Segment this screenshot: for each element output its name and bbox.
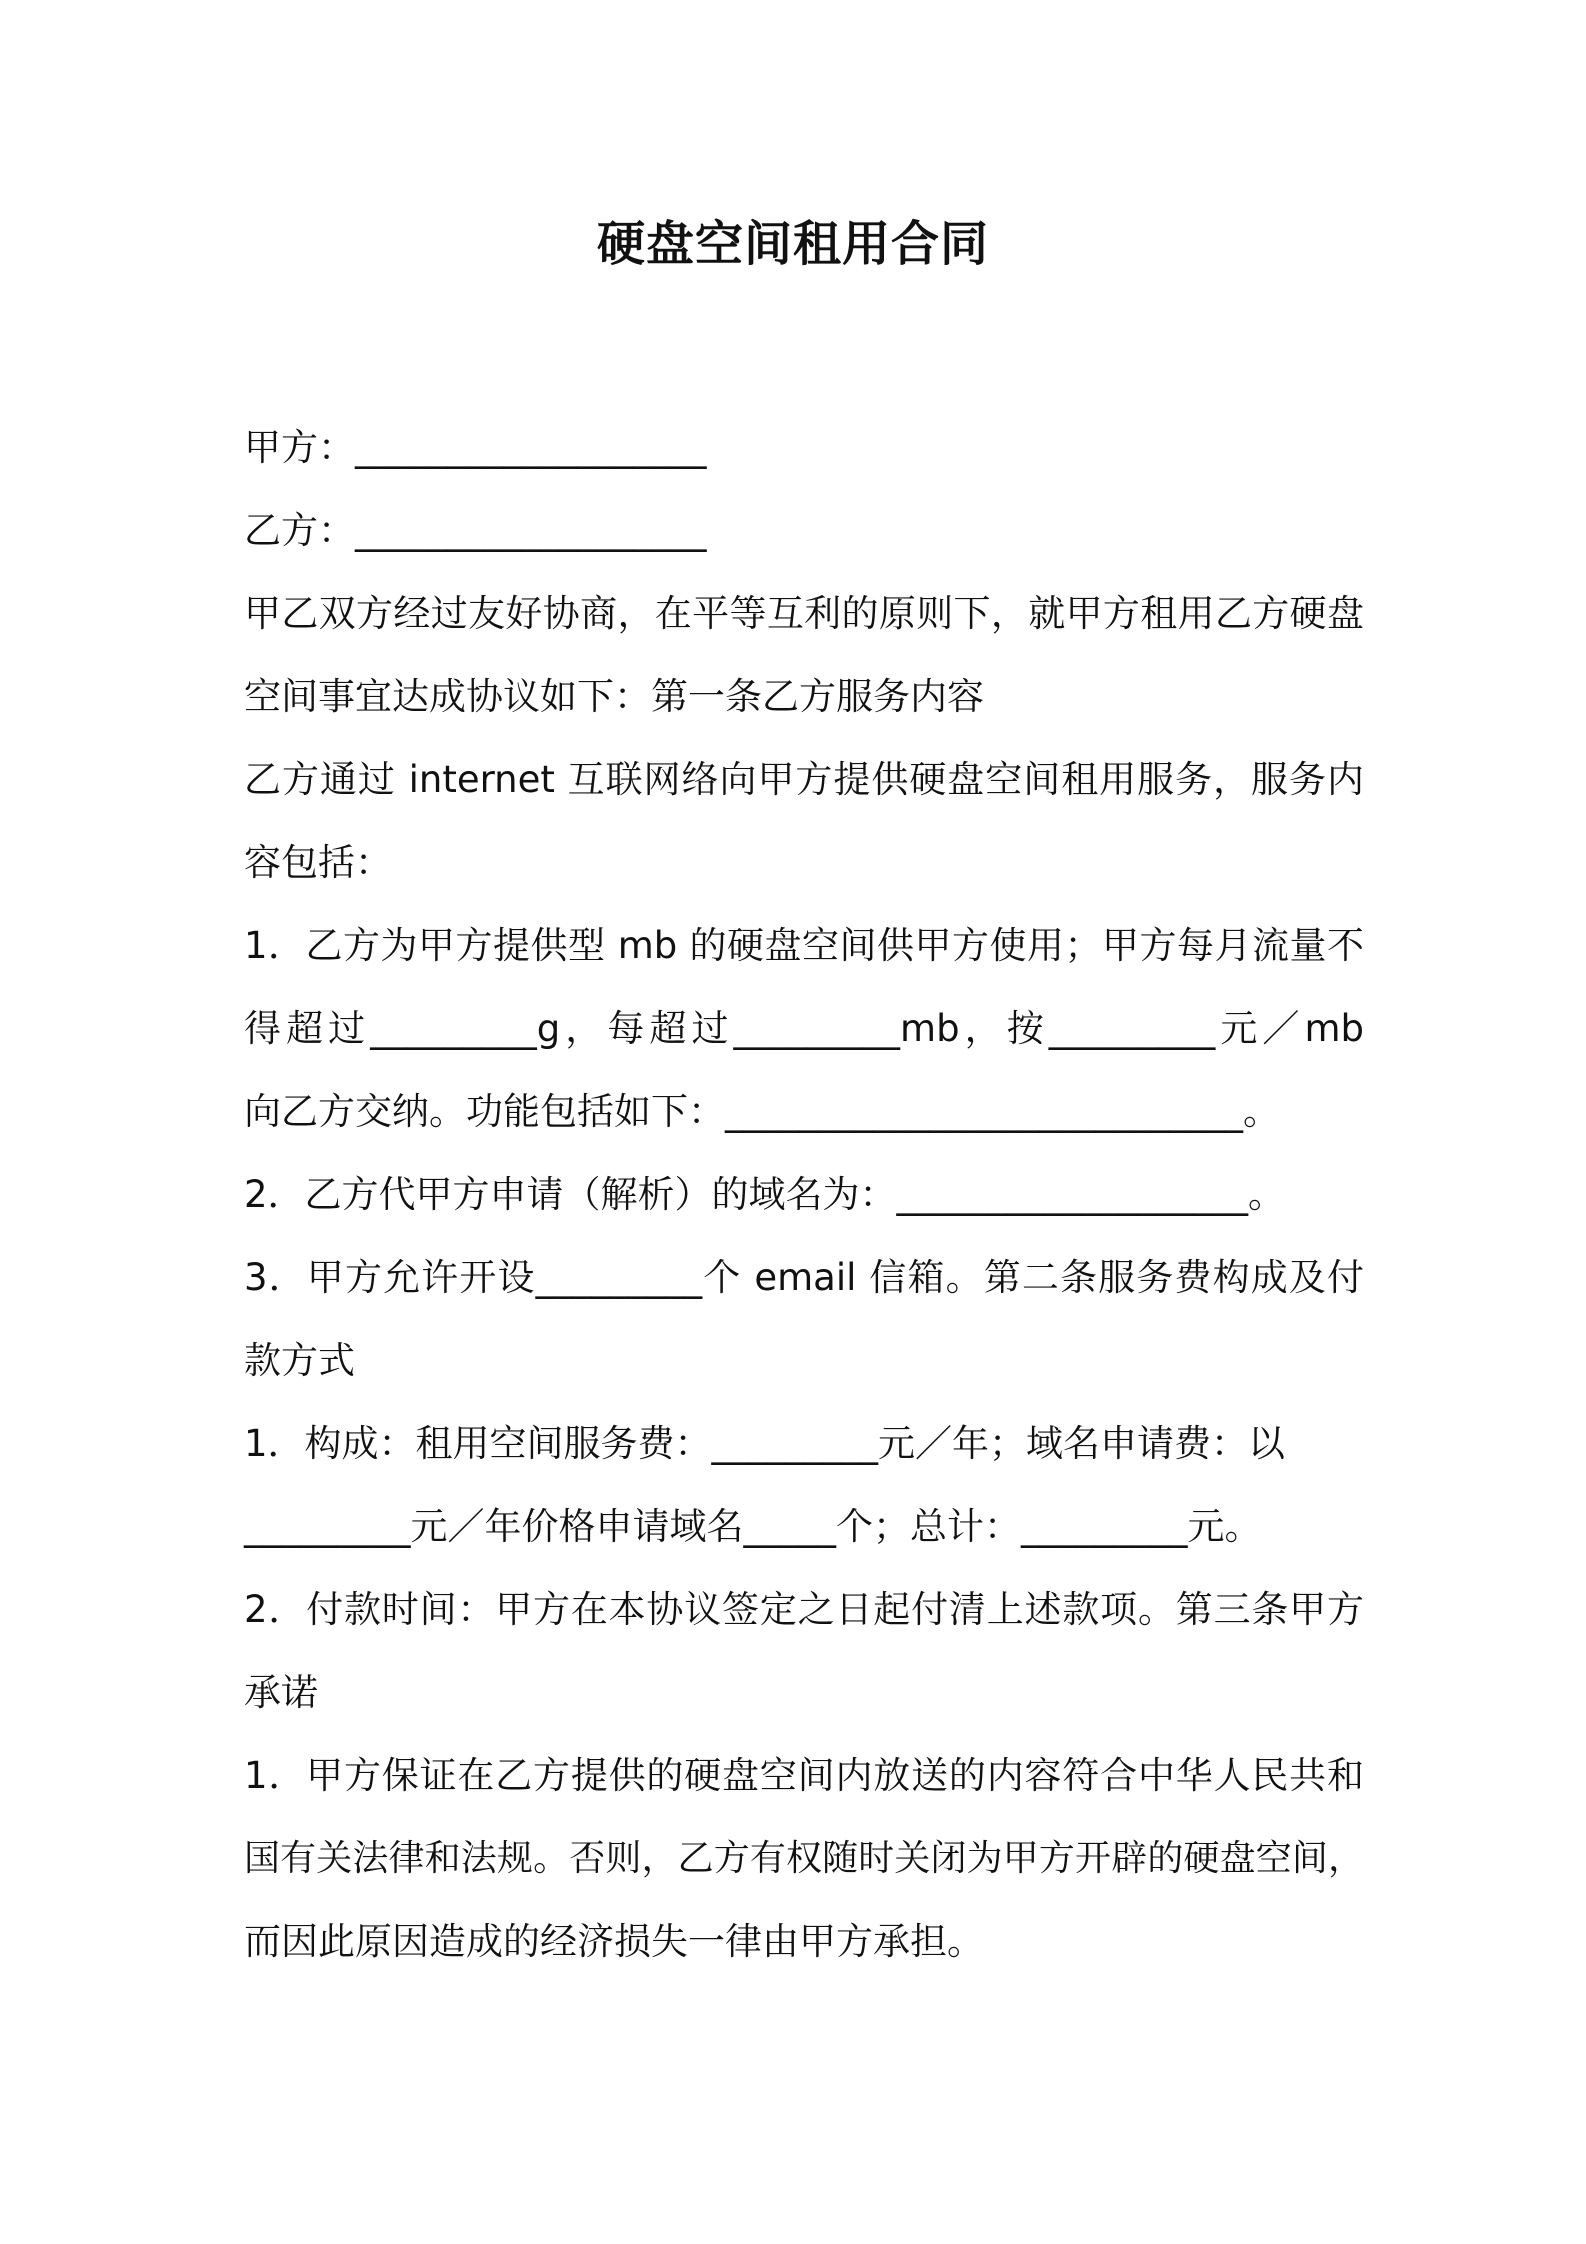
document-title: 硬盘空间租用合同: [596, 216, 989, 272]
clause-1-3-line-2: 款方式: [244, 1339, 355, 1382]
clause-2-1-line-2: _________元／年价格申请域名_____个；总计：_________元。: [244, 1505, 1262, 1548]
clause-1-2-line: 2．乙方代甲方申请（解析）的域名为：___________________。: [244, 1173, 1286, 1216]
clause-1-1-line-2: 得超过_________g，每超过_________mb，按_________元／mb: [244, 1007, 1364, 1050]
clause-2-2-line-2: 承诺: [244, 1671, 318, 1714]
document-body: [244, 406, 1364, 1983]
service-intro-line-2: 容包括：: [244, 841, 392, 884]
service-intro-line-1: 乙方通过 internet 互联网络向甲方提供硬盘空间租用服务，服务内: [244, 758, 1364, 801]
clause-1-1-line-3: 向乙方交纳。功能包括如下：____________________________。: [244, 1090, 1280, 1133]
clause-2-2-line-1: 2．付款时间：甲方在本协议签定之日起付清上述款项。第三条甲方: [244, 1588, 1364, 1631]
preamble-line-1: 甲乙双方经过友好协商，在平等互利的原则下，就甲方租用乙方硬盘: [244, 592, 1364, 635]
clause-3-1-line-1: 1．甲方保证在乙方提供的硬盘空间内放送的内容符合中华人民共和: [244, 1754, 1364, 1797]
clause-3-1-line-3: 而因此原因造成的经济损失一律由甲方承担。: [244, 1920, 984, 1963]
clause-3-1-line-2: 国有关法律和法规。否则，乙方有权随时关闭为甲方开辟的硬盘空间，: [244, 1838, 1364, 1879]
clause-1-1-line-1: 1．乙方为甲方提供型 mb 的硬盘空间供甲方使用；甲方每月流量不: [244, 924, 1364, 967]
clause-2-1-line-1: 1．构成：租用空间服务费：_________元／年；域名申请费：以: [244, 1422, 1286, 1465]
party-b-line: 乙方：___________________: [244, 509, 707, 552]
clause-1-3-line-1: 3．甲方允许开设_________个 email 信箱。第二条服务费构成及付: [244, 1256, 1364, 1299]
preamble-line-2: 空间事宜达成协议如下：第一条乙方服务内容: [244, 675, 984, 718]
party-a-line: 甲方：___________________: [244, 426, 707, 469]
